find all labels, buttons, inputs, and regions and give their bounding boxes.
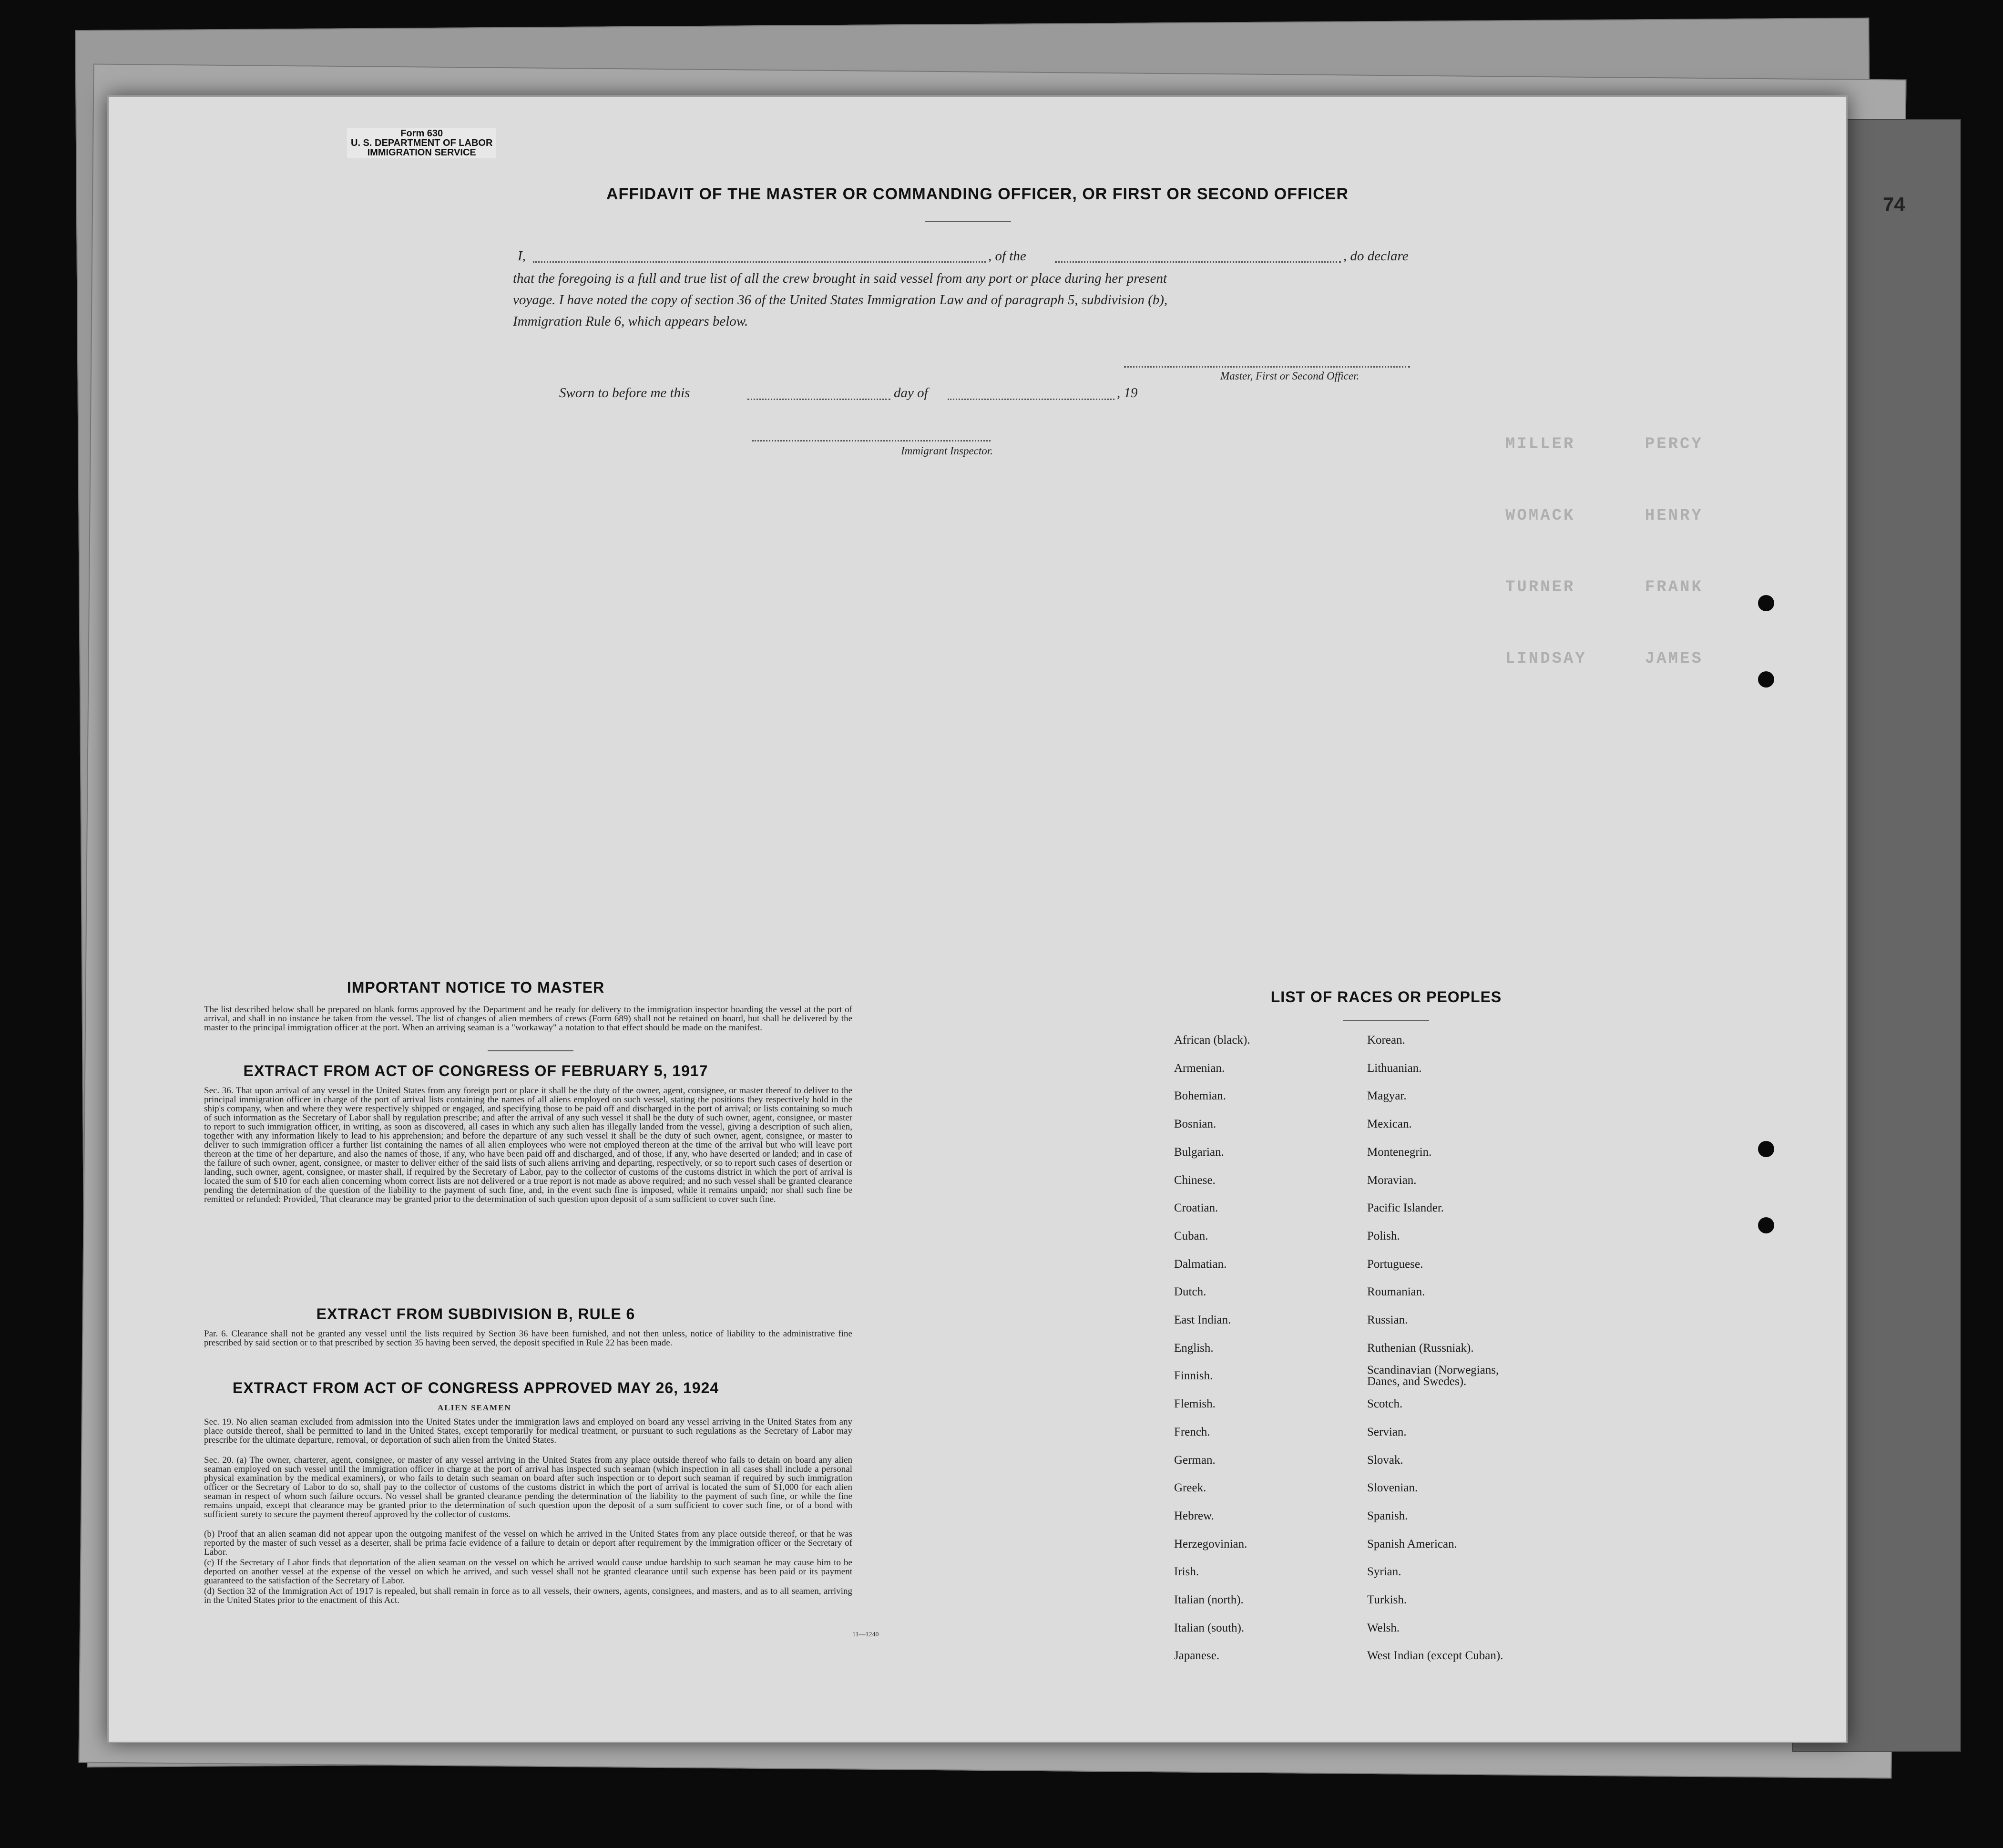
race-item: Montenegrin. [1367,1145,1432,1159]
race-item: East Indian. [1174,1314,1231,1326]
sworn-day-blank [747,399,890,400]
affidavit-line3: voyage. I have noted the copy of section 36 of the United States Immigration Law and of paragraph 5, subdivision (b), [513,292,1168,308]
race-item: Slovak. [1367,1453,1403,1467]
notice-text: The list described below shall be prepared on blank forms approved by the Department and be ready for delivery to the immigration inspector boarding the vessel at the port of arrival, and shall in no instance be taken from the vessel. The list of changes of alien members of crews (Form 689) shall not be retained on board, but shall be delivered by the master to the principal immigration officer at the port. When an arriving seaman is a "workaway" a notation to that effect should be made on the manifest. [204,1005,852,1033]
sec19-text: Sec. 19. No alien seaman excluded from admission into the United States under the immigration laws and employed on board any vessel arriving in the United States from any place outside thereof, shall be permitted to land in the United States, except temporarily for medical treatment, or pursuant to such regulations as the Secretary of Labor may prescribe for the ultimate departure, removal, or deportation of such alien from the United States. [204,1417,852,1445]
race-item: Polish. [1367,1229,1400,1242]
race-item: French. [1174,1425,1210,1438]
race-item: Hebrew. [1174,1509,1214,1522]
race-item: Slovenian. [1367,1481,1418,1495]
divider [1343,1020,1429,1021]
department-name: U. S. DEPARTMENT OF LABOR [351,138,493,148]
sworn-year: , 19 [1117,385,1138,400]
race-item: Croatian. [1174,1201,1218,1215]
affidavit-declare: , do declare [1343,248,1409,264]
race-item: Spanish American. [1367,1537,1457,1550]
race-item: Italian (south). [1174,1621,1245,1634]
inspector-label: Immigrant Inspector. [901,445,993,457]
vessel-blank [1055,261,1341,263]
race-item: Ruthenian (Russniak). [1367,1341,1474,1355]
race-item: Portuguese. [1367,1257,1423,1271]
extract-1924-title: EXTRACT FROM ACT OF CONGRESS APPROVED MAY 26, 1924 [232,1379,719,1396]
print-code: 11—1240 [852,1631,879,1638]
race-item: English. [1174,1341,1214,1355]
sec20b-text: (b) Proof that an alien seaman did not appear upon the outgoing manifest of the vessel on which he arrived in the United States from any place outside thereof, or that he was reported by the master of such vessel as a deserter, shall be prima facie evidence of a failure to detain or deport after requirement by the immigration officer or the Secretary of Labor. [204,1529,852,1557]
punch-hole [1758,1141,1774,1157]
form-label [347,128,496,158]
manifest-page [107,95,1848,1743]
race-item: Russian. [1367,1314,1408,1326]
affidavit-i: I, [518,248,526,264]
race-item: Bohemian. [1174,1089,1226,1103]
notice-title: IMPORTANT NOTICE TO MASTER [347,979,605,996]
extract-1917-title: EXTRACT FROM ACT OF CONGRESS OF FEBRUARY 5, 1917 [243,1062,708,1079]
punch-hole [1758,671,1774,688]
race-item: Cuban. [1174,1229,1208,1242]
sworn-day-of: day of [894,385,928,400]
race-item: Servian. [1367,1425,1407,1438]
race-item: Lithuanian. [1367,1061,1422,1075]
race-item: Flemish. [1174,1397,1216,1411]
bleed-through-text: WOMACK HENRY [1505,507,1703,525]
race-item: Bulgarian. [1174,1145,1224,1159]
bleed-through-text: LINDSAY JAMES [1505,650,1703,668]
form-number: Form 630 [400,128,443,139]
sec20-text: Sec. 20. (a) The owner, charterer, agent, consignee, or master of any vessel arriving in the United States from any place outside thereof who fails to detain on board any alien seaman employed on such vessel until the immigration officer in charge at the port of arrival has inspected such seaman (which inspection in all cases shall include a personal physical examination by the medical examiners), or who fails to detain such seaman on board after such inspection or to deport such seaman if required by such immigration officer or the Secretary of Labor to do so, shall pay to the collector of customs of the customs district in which the port of arrival is located the sum of $1,000 for each alien seaman in respect of whom such failure occurs. No vessel shall be granted clearance pending the determination of the liability to the payment of such fine, or while the fine remains unpaid, except that clearance may be granted prior to the determination of such question upon the deposit of a sum sufficient to cover such fine, or of a bond with sufficient surety to secure the payment thereof approved by the collector of customs. [204,1455,852,1519]
extract-rule6-title: EXTRACT FROM SUBDIVISION B, RULE 6 [316,1305,635,1323]
race-item: Bosnian. [1174,1118,1216,1131]
divider [488,1050,573,1051]
race-item: Japanese. [1174,1649,1220,1663]
race-item: Welsh. [1367,1621,1400,1634]
race-item: Moravian. [1367,1173,1417,1187]
race-item: Turkish. [1367,1593,1407,1606]
alien-seamen-subtitle: ALIEN SEAMEN [438,1403,511,1412]
punch-hole [1758,1217,1774,1233]
race-item: Dutch. [1174,1285,1206,1299]
master-signature-label: Master, First or Second Officer. [1220,370,1359,382]
race-item: Spanish. [1367,1509,1408,1522]
race-item: Armenian. [1174,1061,1225,1075]
race-item: Pacific Islander. [1367,1201,1444,1215]
race-item: Syrian. [1367,1565,1401,1579]
sec20c-text: (c) If the Secretary of Labor finds that deportation of the alien seaman on the vessel on which he arrived would cause undue hardship to such seaman he may cause him to be deported on another vessel at the expense of the vessel on which he arrived, and such vessel shall not be granted clearance until such expense has been paid or its payment guaranteed to the satisfaction of the Secretary of Labor. [204,1558,852,1586]
race-item: Chinese. [1174,1173,1216,1187]
race-item: West Indian (except Cuban). [1367,1649,1503,1663]
divider [925,221,1011,222]
race-item: Korean. [1367,1034,1405,1047]
race-item: Scandinavian (Norwegians, Danes, and Swedes). [1367,1364,1499,1388]
race-item: Mexican. [1367,1118,1412,1131]
race-item: African (black). [1174,1034,1250,1047]
sec20d-text: (d) Section 32 of the Immigration Act of 1917 is repealed, but shall remain in force as to all vessels, their owners, agents, consignees, and masters, and as to all seamen, arriving in the United States prior to the enactment of this Act. [204,1586,852,1605]
page-number: 74 [1883,193,1905,216]
race-item: German. [1174,1453,1216,1467]
affidavit-of-the: , of the [988,248,1026,264]
master-signature-blank [1124,366,1410,368]
bleed-through-text: TURNER FRANK [1505,578,1703,596]
race-item: Dalmatian. [1174,1257,1227,1271]
race-item: Herzegovinian. [1174,1537,1247,1550]
affidavit-line4: Immigration Rule 6, which appears below. [513,314,748,329]
race-item: Magyar. [1367,1089,1407,1103]
bleed-through-text: MILLER PERCY [1505,435,1703,453]
race-item: Scotch. [1367,1397,1403,1411]
race-item: Greek. [1174,1481,1206,1495]
extract-rule6-text: Par. 6. Clearance shall not be granted any vessel until the lists required by Section 36 have been furnished, and not then unless, notice of liability to the administrative fine prescribed by said section or to that prescribed by section 35 having been served, the deposit specified in Rule 22 has been made. [204,1329,852,1348]
race-item: Roumanian. [1367,1285,1425,1299]
sworn-month-blank [948,399,1114,400]
races-title: LIST OF RACES OR PEOPLES [1270,988,1502,1006]
race-item: Finnish. [1174,1369,1213,1383]
inspector-signature-blank [752,440,991,441]
name-blank [533,261,986,263]
punch-hole [1758,595,1774,611]
service-name: IMMIGRATION SERVICE [367,147,476,158]
race-item: Italian (north). [1174,1593,1244,1606]
affidavit-title: AFFIDAVIT OF THE MASTER OR COMMANDING OFFICER, OR FIRST OR SECOND OFFICER [606,185,1349,203]
extract-1917-text: Sec. 36. That upon arrival of any vessel in the United States from any foreign port or place it shall be the duty of the owner, agent, consignee, or master thereof to deliver to the principal immigration officer in charge of the port of arrival lists containing the names of all aliens employed on such vessel, stating the positions they respectively hold in the ship's company, when and where they were respectively shipped or engaged, and specifying those to be paid off and discharged in the port of arrival; or lists containing so much of such information as the Secretary of Labor shall by regulation prescribe; and after the arrival of any such vessel it shall be the duty of such owner, agent, consignee, or master to report to such immigration officer, in writing, as soon as discovered, all cases in which any such alien has illegally landed from the vessel, giving a description of such alien, together with any information likely to lead to his apprehension; and before the departure of any such vessel it shall be the duty of such owner, agent, consignee, or master to deliver to such immigration officer a further list containing the names of all alien employees who were not employed thereon at the time of the arrival but who will leave port thereon at the time of her departure, and also the names of those, if any, who have been paid off and discharged, and of those, if any, who have deserted or landed; and in case of the failure of such owner, agent, consignee, or master to deliver either of the said lists of such aliens arriving and departing, respectively, or so to report such cases of desertion or landing, such owner, agent, consignee, or master shall, if required by the Secretary of Labor, pay to the collector of customs of the customs district in which the port of arrival is located the sum of $10 for each alien concerning whom correct lists are not delivered or a true report is not made as above required; and no such vessel shall be granted clearance pending the determination of the question of the liability to the payment of such fine, and, in the event such fine is imposed, while it remains unpaid; nor shall such fine be remitted or refunded: Provided, That clearance may be granted prior to the determination of such question upon deposit of a sum sufficient to cover such fine. [204,1086,852,1204]
sworn-prefix: Sworn to before me this [559,385,690,400]
affidavit-line2: that the foregoing is a full and true list of all the crew brought in said vessel from any port or place during her present [513,271,1167,286]
race-item: Irish. [1174,1565,1199,1579]
